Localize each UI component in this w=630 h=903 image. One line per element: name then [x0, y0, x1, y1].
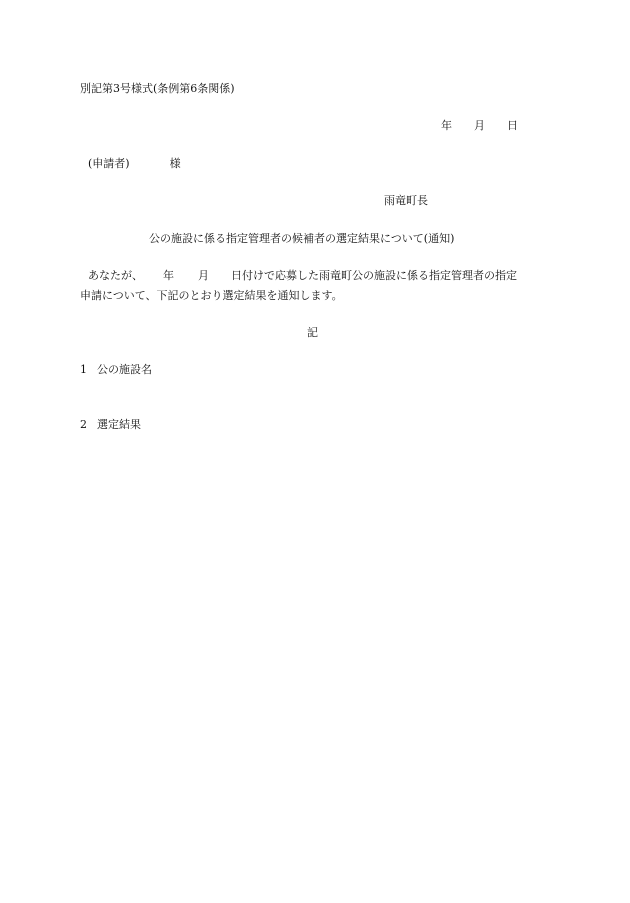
body-line1-rest: 日付けで応募した雨竜町公の施設に係る指定管理者の指定 — [231, 269, 517, 282]
body-line-2: 申請について、下記のとおり選定結果を通知します。 — [80, 289, 343, 302]
document-title: 公の施設に係る指定管理者の候補者の選定結果について(通知) — [149, 232, 455, 245]
date-day: 日 — [507, 119, 518, 132]
applicant-line — [88, 158, 181, 169]
body-lead: あなたが、 — [88, 269, 143, 282]
issuer-name: 雨竜町長 — [384, 194, 428, 207]
item-number: 2 — [80, 418, 87, 431]
item-number: 1 — [80, 363, 87, 376]
date-month: 月 — [474, 119, 485, 132]
body-year: 年 — [163, 269, 174, 282]
date-row — [441, 120, 518, 131]
item-label: 選定結果 — [97, 418, 141, 431]
form-label: 別記第3号様式(条例第6条関係) — [80, 82, 235, 95]
list-item — [80, 364, 152, 375]
item-label: 公の施設名 — [97, 363, 152, 376]
applicant-label: (申請者) — [88, 157, 130, 170]
date-year: 年 — [441, 119, 452, 132]
body-month: 月 — [198, 269, 209, 282]
list-item — [80, 419, 141, 430]
ki-heading: 記 — [307, 326, 318, 339]
body-line-1 — [88, 270, 517, 281]
applicant-honorific: 様 — [169, 157, 181, 170]
